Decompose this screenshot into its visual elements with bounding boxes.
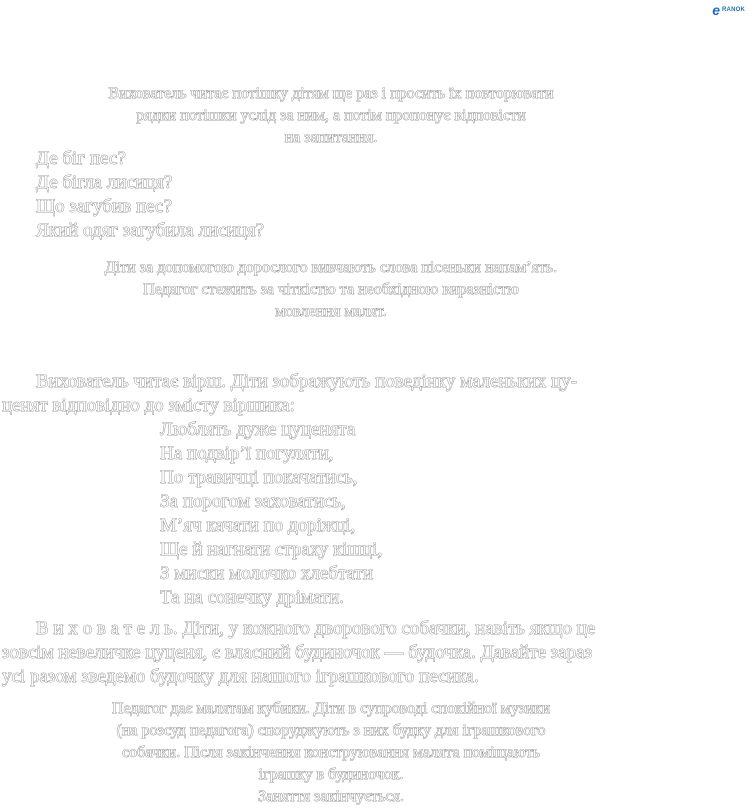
instructions-block-1 bbox=[0, 83, 662, 149]
poem-line: З миски молочко хлебтати bbox=[160, 563, 373, 584]
poem-line: На подвір’ї погуляти, bbox=[160, 443, 334, 464]
paragraph-2-line: усі разом зведемо будочку для нашого іграшкового песика. bbox=[2, 666, 479, 687]
paragraph-2 bbox=[0, 617, 595, 689]
paragraph-1-line: Вихователь читає вірш. Діти зображують поведінку маленьких цу- bbox=[36, 371, 578, 392]
poem-line: Та на сонечку дрімати. bbox=[160, 587, 344, 608]
logo-text: RANOK bbox=[722, 7, 745, 13]
question-item: Де бігла лисиця? bbox=[36, 172, 173, 193]
instructions-3-line: собачки. Після закінчення конструювання малята поміщають bbox=[121, 744, 541, 761]
poem-line: М’яч качати по доріжці, bbox=[160, 515, 356, 536]
poem-line: Люблять дуже цуценята bbox=[160, 419, 356, 440]
instructions-3-line: (на розсуд педагога) споруджують з них будку для іграшкового bbox=[116, 722, 546, 739]
paragraph-1 bbox=[0, 370, 577, 418]
question-item: Що загубив пес? bbox=[36, 196, 172, 217]
speaker-text: Діти, у кожного дворового собачки, навіть якщо це bbox=[177, 618, 596, 639]
instructions-1-line: Вихователь читає потішку дітям ще раз і просить їх повторювати bbox=[108, 85, 554, 102]
question-item: Який одяг загубила лисиця? bbox=[36, 220, 264, 241]
instructions-block-2 bbox=[0, 257, 662, 323]
poem bbox=[160, 418, 382, 610]
paragraph-2-line bbox=[0, 617, 595, 641]
instructions-2-line: мовлення малят. bbox=[275, 303, 387, 320]
instructions-2-line: Педагог стежить за чіткістю та необхідною виразністю bbox=[143, 281, 519, 298]
questions-list bbox=[36, 147, 264, 243]
question-item: Де біг пес? bbox=[36, 148, 126, 169]
instructions-3-line: іграшку в будиночок. bbox=[258, 766, 404, 783]
instructions-block-3 bbox=[0, 698, 662, 808]
publisher-logo bbox=[712, 2, 745, 18]
instructions-1-line: на запитання. bbox=[284, 129, 378, 146]
instructions-3-line: Заняття закінчується. bbox=[257, 788, 405, 805]
instructions-2-line: Діти за допомогою дорослого вивчають слова пісеньки напам’ять. bbox=[104, 259, 558, 276]
instructions-3-line: Педагог дає малятам кубики. Діти в супроводі спокійної музики bbox=[111, 700, 551, 717]
speaker-label: В и х о в а т е л ь. bbox=[36, 618, 178, 639]
poem-line: Ще й нагнати страху кішці, bbox=[160, 539, 383, 560]
logo-letter: e bbox=[712, 2, 720, 18]
instructions-1-line: рядки потішки услід за ним, а потім пропонує відповісти bbox=[136, 107, 526, 124]
paragraph-2-line: зовсім невеличке цуценя, є власний будиночок — будочка. Давайте зараз bbox=[2, 642, 593, 663]
paragraph-1-line: ценят відповідно до змісту віршика: bbox=[2, 395, 295, 416]
poem-line: За порогом заховатись, bbox=[160, 491, 346, 512]
poem-line: По травичці покачатись, bbox=[160, 467, 358, 488]
